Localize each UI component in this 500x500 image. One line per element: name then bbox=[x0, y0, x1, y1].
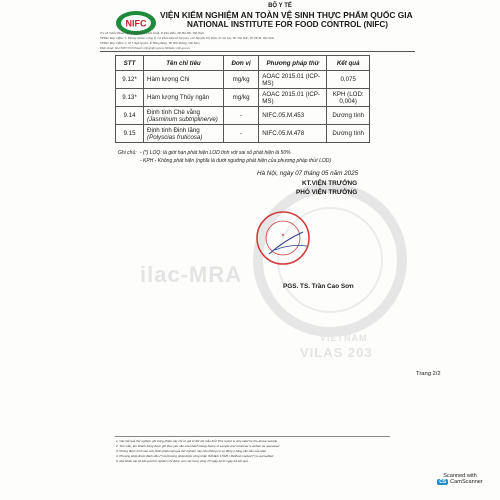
table-header-row bbox=[116, 56, 370, 71]
logo-text: NIFC bbox=[125, 18, 147, 29]
scanner-line2: CamScanner bbox=[450, 479, 483, 485]
cell-method: NIFC.05.M.453 bbox=[259, 107, 327, 125]
official-stamp bbox=[255, 210, 311, 266]
camscanner-icon: CS bbox=[439, 479, 447, 485]
institute-name-en: NATIONAL INSTITUTE FOR FOOD CONTROL (NIFC) bbox=[187, 20, 389, 29]
cell-result: Dương tính bbox=[327, 125, 370, 143]
notes-label: Ghi chú: bbox=[118, 150, 137, 156]
watermark-vilas: VILAS 203 bbox=[300, 345, 373, 360]
cell-name-text: Định tính Chè vằng bbox=[147, 108, 200, 116]
col-header-result: Kết quả bbox=[327, 56, 370, 71]
cell-name bbox=[144, 125, 224, 143]
table-row bbox=[116, 89, 370, 107]
ministry-name: BỘ Y TẾ bbox=[268, 3, 292, 9]
cell-name-text: Định tính Đinh lăng bbox=[147, 126, 200, 134]
footer-line: 3. Không được trích sao một phần phiếu kết quả thử nghiệm này nếu không có sự đồng ý bằng văn bản của Viện bbox=[116, 449, 267, 453]
footer-divider bbox=[115, 436, 390, 437]
cell-stt: 9.13* bbox=[116, 89, 144, 107]
results-table bbox=[115, 55, 370, 143]
footer-line: 2. Tên mẫu, tên khách hàng được ghi theo yêu cầu của khách hàng/ Name of sample and customer is written as requested bbox=[116, 444, 280, 448]
cell-result: Dương tính bbox=[327, 107, 370, 125]
cell-unit: mg/kg bbox=[223, 71, 258, 89]
cell-scientific-name: (Jasminum subtriplinerve) bbox=[147, 115, 218, 123]
institute-name-vn: VIỆN KIỂM NGHIỆM AN TOÀN VỆ SINH THỰC PHẨM QUỐC GIA bbox=[160, 10, 413, 20]
address-line: Điện thoại: 024 3933 5313 Email: nifc@nifc.gov.vn Website: nifc.gov.vn bbox=[100, 46, 190, 50]
footer-line: 1. Các kết quả thử nghiệm ghi trong phiếu này chỉ có giá trị đối với mẫu thử/ This report is only valid for the above sample bbox=[116, 439, 278, 443]
cell-name-text: Hàm lượng Thủy ngân bbox=[147, 94, 210, 101]
cell-result: 0,075 bbox=[327, 71, 370, 89]
footer-line: 4. Phương pháp được đánh dấu (*) là phương pháp được công nhận ISO/IEC 17025 / Method marked (*) is accredited bbox=[116, 454, 274, 458]
notes-line: - (*) LOQ: là giới hạn phát hiện LOD tính với sai số phát hiện là 50% bbox=[140, 150, 291, 156]
cell-name bbox=[144, 89, 224, 107]
cell-stt: 9.15 bbox=[116, 125, 144, 143]
col-header-unit: Đơn vị bbox=[223, 56, 258, 71]
page-number: Trang 2/2 bbox=[416, 371, 441, 377]
cell-stt: 9.14 bbox=[116, 107, 144, 125]
signer-name: PGS. TS. Trần Cao Sơn bbox=[283, 283, 354, 290]
table-row bbox=[116, 125, 370, 143]
scanner-line1: Scanned with bbox=[443, 473, 477, 479]
cell-unit: - bbox=[223, 107, 258, 125]
issue-date: Hà Nội, ngày 07 tháng 05 năm 2025 bbox=[257, 170, 359, 177]
col-header-name: Tên chỉ tiêu bbox=[144, 56, 224, 71]
signer-title-2: PHÓ VIỆN TRƯỞNG bbox=[296, 189, 358, 196]
cell-method: AOAC 2015.01 (ICP-MS) bbox=[259, 71, 327, 89]
signer-title-1: KT.VIỆN TRƯỞNG bbox=[302, 180, 358, 187]
table-row bbox=[116, 107, 370, 125]
cell-method: AOAC 2015.01 (ICP-MS) bbox=[259, 89, 327, 107]
cell-result: KPH (LOD: 0,004) bbox=[327, 89, 370, 107]
cell-name bbox=[144, 71, 224, 89]
cell-unit: mg/kg bbox=[223, 89, 258, 107]
watermark-vietnam: VIETNAM bbox=[320, 333, 368, 343]
footer-line: 5. Mọi khiếu nại về kết quả thử nghiệm chỉ được xem xét trong vòng 15 ngày kể từ ngày trả kết quả bbox=[116, 459, 248, 463]
header-divider bbox=[100, 51, 415, 52]
camscanner-badge bbox=[431, 473, 489, 493]
watermark-ilac: ilac-MRA bbox=[140, 262, 243, 287]
cell-scientific-name: (Polyscias fruticosa) bbox=[147, 133, 203, 141]
col-header-method: Phương pháp thử bbox=[259, 56, 327, 71]
col-header-stt: STT bbox=[116, 56, 144, 71]
cell-name bbox=[144, 107, 224, 125]
address-line: VPĐD/ Rep. Office 1: Phòng A1022, Công Ty Cổ Phần Đầu tư Sài Gòn, 122 Nguyễn Thị Định, P. Cát Lái, TP. Thủ Đức, TP. HCM, Việt Nam bbox=[100, 36, 275, 40]
svg-text:★: ★ bbox=[281, 233, 285, 237]
cell-unit: - bbox=[223, 125, 258, 143]
notes-line: - KPH - Không phát hiện (nghĩa là dưới ngưỡng phát hiện của phương pháp thử/ LOD) bbox=[140, 158, 332, 164]
address-line: VPĐD/ Rep. Office 2: Số 5 Ngô Quyền, P. Hồng Bàng, TP. Hải Phòng, Việt Nam bbox=[100, 41, 200, 45]
cell-stt: 9.12* bbox=[116, 71, 144, 89]
cell-name-text: Hàm lượng Chì bbox=[147, 76, 190, 83]
cell-method: NIFC.05.M.478 bbox=[259, 125, 327, 143]
address-line: Trụ sở chính/ Head Office: 65 Phạm Thận Duật, P. Phú Diễn, TP. Hà Nội, Việt Nam bbox=[100, 31, 204, 35]
table-row bbox=[116, 71, 370, 89]
